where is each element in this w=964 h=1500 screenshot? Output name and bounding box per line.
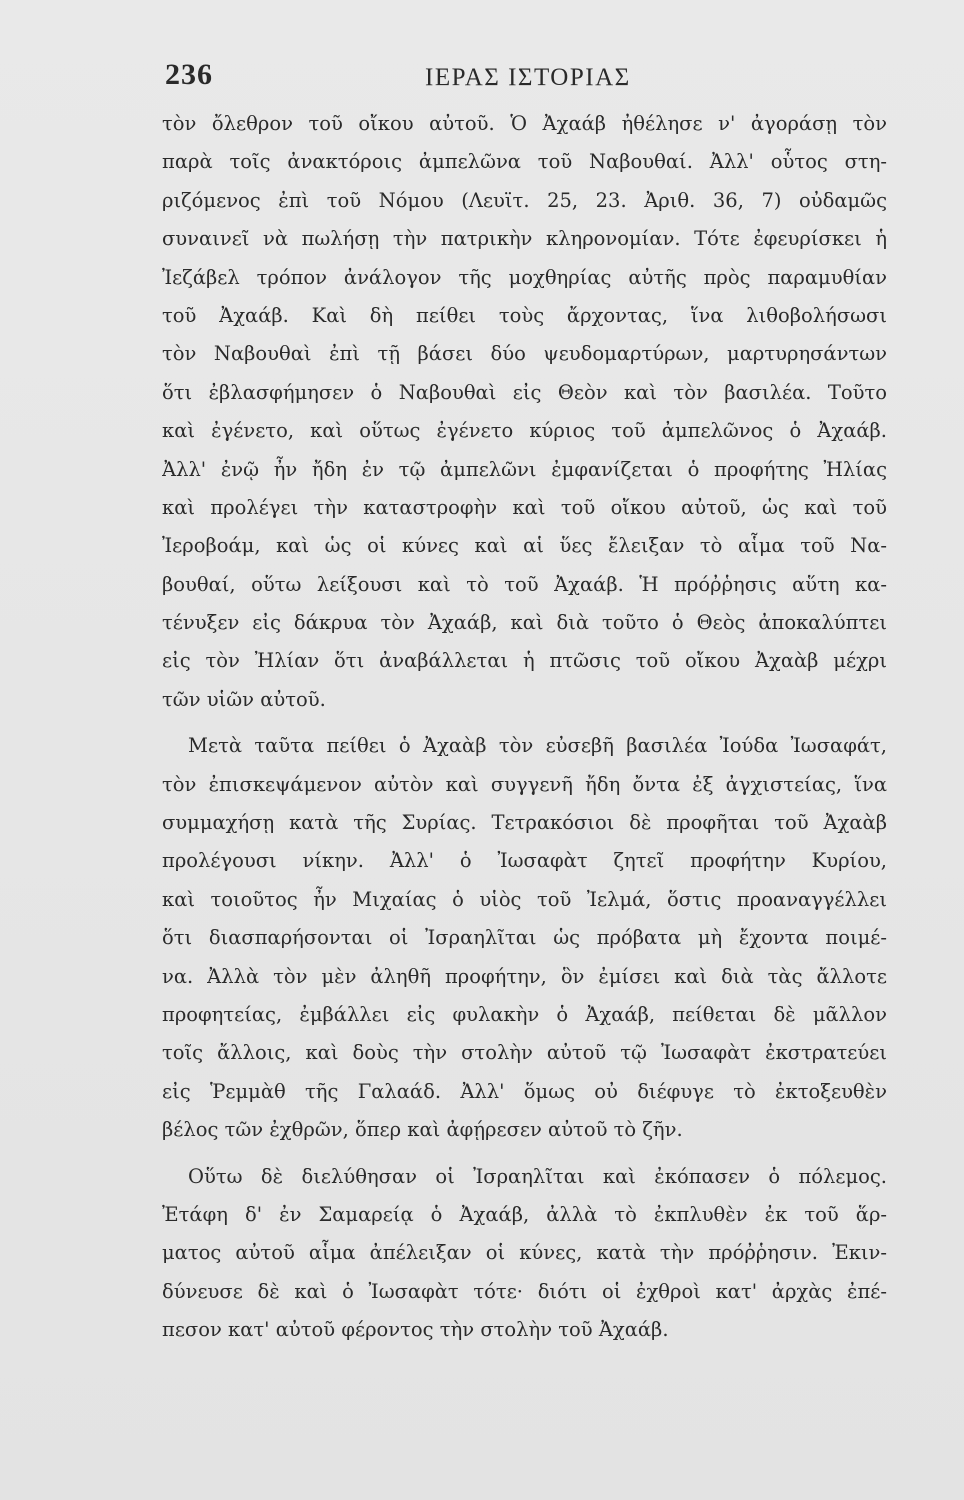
- text-line: τῶν υἱῶν αὐτοῦ.: [162, 687, 326, 711]
- text-line: βέλος τῶν ἐχθρῶν, ὅπερ καὶ ἀφῄρεσεν αὐτοῦ τὸ ζῆν.: [162, 1118, 683, 1142]
- text-line: Ἀλλ' ἐνῷ ἦν ἤδη ἐν τῷ ἀμπελῶνι ἐμφανίζεται ὁ προφήτης Ἠλίας: [162, 457, 887, 481]
- text-line: Οὕτω δὲ διελύθησαν οἱ Ἰσραηλῖται καὶ ἐκόπασεν ὁ πόλεμος.: [188, 1164, 887, 1188]
- text-line: προλέγουσι νίκην. Ἀλλ' ὁ Ἰωσαφὰτ ζητεῖ προφήτην Κυρίου,: [162, 849, 887, 873]
- text-line: καὶ τοιοῦτος ἦν Μιχαίας ὁ υἱὸς τοῦ Ἰελμά, ὅστις προαναγγέλλει: [162, 887, 887, 911]
- text-line: καὶ προλέγει τὴν καταστροφὴν καὶ τοῦ οἴκου αὐτοῦ, ὡς καὶ τοῦ: [162, 495, 887, 519]
- text-line: συμμαχήσῃ κατὰ τῆς Συρίας. Τετρακόσιοι δὲ προφῆται τοῦ Ἀχαὰβ: [162, 811, 887, 835]
- text-line: εἰς τὸν Ἠλίαν ὅτι ἀναβάλλεται ἡ πτῶσις τοῦ οἴκου Ἀχαὰβ μέχρι: [162, 649, 887, 673]
- text-line: Ἰεζάβελ τρόπον ἀνάλογον τῆς μοχθηρίας αὐτῆς πρὸς παραμυθίαν: [162, 265, 887, 289]
- text-line: τὸν ἐπισκεψάμενον αὐτὸν καὶ συγγενῆ ἤδη ὄντα ἐξ ἀγχιστείας, ἵνα: [162, 772, 887, 796]
- text-line: Μετὰ ταῦτα πείθει ὁ Ἀχαὰβ τὸν εὐσεβῆ βασιλέα Ἰούδα Ἰωσαφάτ,: [188, 734, 887, 758]
- text-line: τοῖς ἄλλοις, καὶ δοὺς τὴν στολὴν αὐτοῦ τῷ Ἰωσαφὰτ ἐκστρατεύει: [162, 1041, 887, 1065]
- text-line: ὅτι ἐβλασφήμησεν ὁ Ναβουθαὶ εἰς Θεὸν καὶ τὸν βασιλέα. Τοῦτο: [162, 380, 887, 404]
- text-line: εἰς Ῥεμμὰθ τῆς Γαλαάδ. Ἀλλ' ὅμως οὐ διέφυγε τὸ ἐκτοξευθὲν: [162, 1079, 887, 1103]
- page-number: 236: [165, 58, 213, 91]
- text-line: βουθαί, οὕτω λείξουσι καὶ τὸ τοῦ Ἀχαάβ. Ἡ πρόῤῥησις αὕτη κα-: [162, 572, 887, 596]
- text-line: τοῦ Ἀχαάβ. Καὶ δὴ πείθει τοὺς ἄρχοντας, ἵνα λιθοβολήσωσι: [162, 303, 887, 327]
- page-header: [165, 58, 885, 108]
- paragraph: [162, 1158, 887, 1350]
- text-line: πεσον κατ' αὐτοῦ φέροντος τὴν στολὴν τοῦ Ἀχαάβ.: [162, 1318, 669, 1342]
- text-line: τὸν Ναβουθαὶ ἐπὶ τῇ βάσει δύο ψευδομαρτύρων, μαρτυρησάντων: [162, 342, 887, 366]
- text-line: Ἐτάφη δ' ἐν Σαμαρείᾳ ὁ Ἀχαάβ, ἀλλὰ τὸ ἐκπλυθὲν ἐκ τοῦ ἅρ-: [162, 1202, 887, 1226]
- text-line: προφητείας, ἐμβάλλει εἰς φυλακὴν ὁ Ἀχαάβ, πείθεται δὲ μᾶλλον: [162, 1002, 887, 1026]
- text-line: να. Ἀλλὰ τὸν μὲν ἀληθῆ προφήτην, ὃν ἐμίσει καὶ διὰ τὰς ἄλλοτε: [162, 964, 887, 988]
- paragraph: [162, 727, 887, 1149]
- text-line: ματος αὐτοῦ αἷμα ἀπέλειξαν οἱ κύνες, κατὰ τὴν πρόῤῥησιν. Ἐκιν-: [162, 1241, 887, 1265]
- text-line: ριζόμενος ἐπὶ τοῦ Νόμου (Λευϊτ. 25, 23. Ἀριθ. 36, 7) οὐδαμῶς: [162, 188, 887, 212]
- text-line: τένυξεν εἰς δάκρυα τὸν Ἀχαάβ, καὶ διὰ τοῦτο ὁ Θεὸς ἀποκαλύπτει: [162, 611, 887, 635]
- text-line: παρὰ τοῖς ἀνακτόροις ἀμπελῶνα τοῦ Ναβουθαί. Ἀλλ' οὗτος στη-: [162, 150, 887, 174]
- text-line: δύνευσε δὲ καὶ ὁ Ἰωσαφὰτ τότε· διότι οἱ ἐχθροὶ κατ' ἀρχὰς ἐπέ-: [162, 1279, 887, 1303]
- text-line: καὶ ἐγένετο, καὶ οὕτως ἐγένετο κύριος τοῦ ἀμπελῶνος ὁ Ἀχαάβ.: [162, 419, 887, 443]
- paragraph: [162, 105, 887, 719]
- text-line: Ἰεροβοάμ, καὶ ὡς οἱ κύνες καὶ αἱ ὕες ἔλειξαν τὸ αἷμα τοῦ Να-: [162, 534, 887, 558]
- text-line: συναινεῖ νὰ πωλήσῃ τὴν πατρικὴν κληρονομίαν. Τότε ἐφευρίσκει ἡ: [162, 227, 887, 251]
- running-title: ΙΕΡΑΣ ΙΣΤΟΡΙΑΣ: [425, 64, 631, 91]
- text-line: ὅτι διασπαρήσονται οἱ Ἰσραηλῖται ὡς πρόβατα μὴ ἔχοντα ποιμέ-: [162, 926, 887, 950]
- text-line: τὸν ὄλεθρον τοῦ οἴκου αὐτοῦ. Ὁ Ἀχαάβ ἠθέλησε ν' ἀγοράσῃ τὸν: [162, 112, 887, 135]
- body-text: [162, 105, 887, 1350]
